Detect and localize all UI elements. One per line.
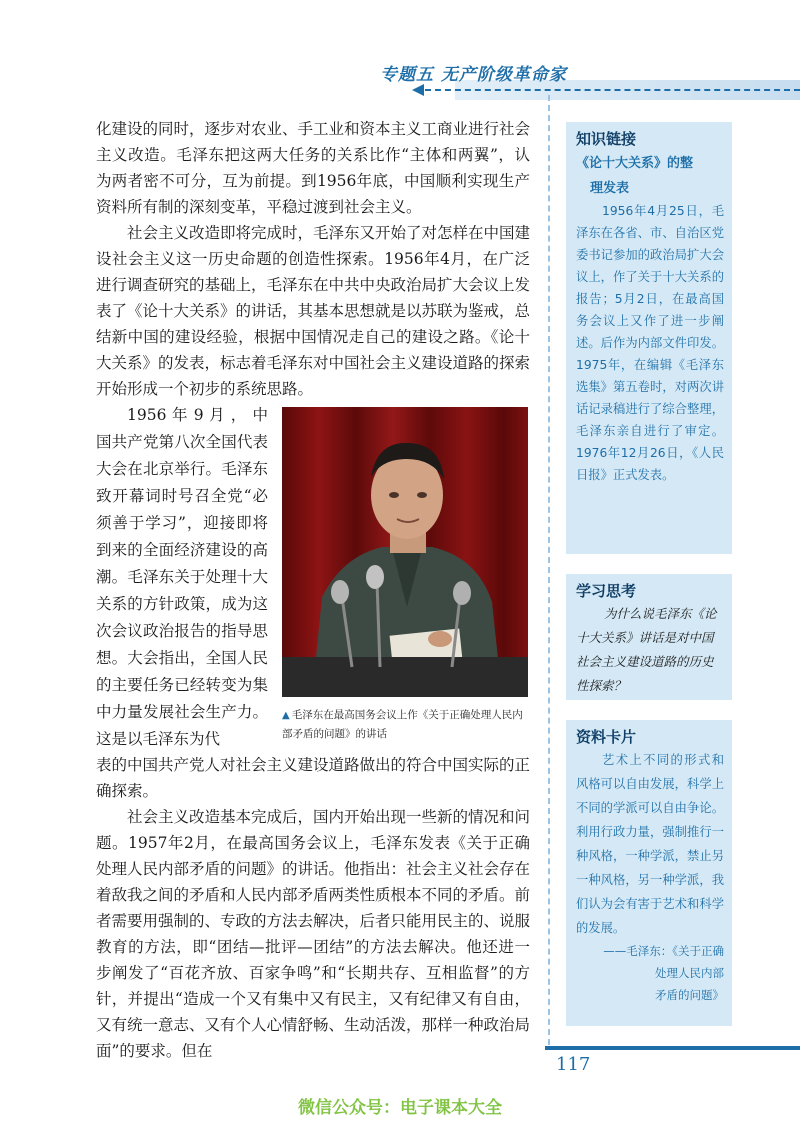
header-dashed-line xyxy=(425,89,800,91)
paragraph-2: 社会主义改造即将完成时，毛泽东又开始了对怎样在中国建设社会主义这一历史命题的创造性探索。1956年4月，在广泛进行调查研究的基础上，毛泽东在中共中央政治局扩大会议上发表了《论十大关系》的讲话，其基本思想就是以苏联为鉴戒，总结新中国的建设经验，根据中国情况走自己的建设之路。《论十大关系》的发表，标志着毛泽东对中国社会主义建设道路的探索开始形成一个初步的系统思路。 xyxy=(96,224,531,398)
chapter-title: 专题五 无产阶级革命家 xyxy=(380,65,567,85)
paragraph-1: 化建设的同时，逐步对农业、手工业和资本主义工商业进行社会主义改造。毛泽东把这两大任务的关系比作“主体和两翼”，认为两者密不可分，互为前提。到1956年底，中国顺利实现生产资料所有制的深刻变革，平稳过渡到社会主义。 xyxy=(96,120,531,216)
quote-source-line-1: ——毛泽东：《关于正确 xyxy=(603,944,724,958)
knowledge-link-text: 1956年4月25日，毛泽东在各省、市、自治区党委书记参加的政治局扩大会议上，作了关于十大关系的报告；5月2日，在最高国务会议上又作了进一步阐述。后作为内部文件印发。1975年，在编辑《毛泽东选集》第五卷时，对两次讲话记录稿进行了综合整理，毛泽东亲自进行了审定。1976年12月26日，《人民日报》正式发表。 xyxy=(576,204,724,482)
column-separator xyxy=(548,95,550,1045)
paragraph-3: 1956 年 9 月 ， 中国共产党第八次全国代表大会在北京举行。毛泽东致开幕词时号召全党“必须善于学习”，迎接即将到来的全面经济建设的高潮。毛泽东关于处理十大关系的方针政策，成为这次会议政治报告的指导思想。大会指出，全国人民的主要任务已经转变为集中力量发展社会生产力。这是以毛泽东为代 xyxy=(96,406,268,748)
quote-source-line-2: 处理人民内部 xyxy=(655,966,724,980)
paragraph-4: 社会主义改造基本完成后，国内开始出现一些新的情况和问题。1957年2月，在最高国务会议上，毛泽东发表《关于正确处理人民内部矛盾的问题》的讲话。他指出：社会主义社会存在着敌我之间的矛盾和人民内部矛盾两类性质根本不同的矛盾。前者需要用强制的、专政的方法去解决，后者只能用民主的、说服教育的方法，即“团结—批评—团结”的方法去解决。他还进一步阐发了“百花齐放、百家争鸣”和“长期共存、互相监督”的方针，并提出“造成一个又有集中又有民主，又有纪律又有自由，又有统一意志、又有个人心情舒畅、生动活泼，那样一种政治局面”的要求。但在 xyxy=(96,808,531,1060)
header-arrow-icon xyxy=(412,84,424,96)
footer-bar xyxy=(545,1046,800,1050)
study-thinking-title: 学习思考 xyxy=(576,582,637,600)
knowledge-link-subtitle: 《论十大关系》的整 xyxy=(576,156,694,171)
speaker-illustration xyxy=(282,407,528,697)
study-thinking-question: 为什么说毛泽东《论十大关系》讲话是对中国社会主义建设道路的历史性探索？ xyxy=(576,606,717,693)
triangle-icon: ▲ xyxy=(282,710,290,721)
watermark-text: 微信公众号：电子课本大全 xyxy=(298,1098,502,1118)
data-card-title: 资料卡片 xyxy=(576,728,637,746)
page-number: 117 xyxy=(556,1054,591,1075)
data-card-box xyxy=(566,720,732,1026)
study-thinking-box xyxy=(566,574,732,700)
paragraph-3-continued: 表的中国共产党人对社会主义建设道路做出的符合中国实际的正确探索。 xyxy=(96,756,531,800)
knowledge-link-subtitle-2: 理发表 xyxy=(590,181,630,196)
knowledge-link-title: 知识链接 xyxy=(576,130,637,148)
quote-source-line-3: 矛盾的问题》 xyxy=(655,988,724,1002)
caption-text: 毛泽东在最高国务会议上作《关于正确处理人民内部矛盾的问题》的讲话 xyxy=(282,709,523,740)
historical-photo xyxy=(282,407,528,697)
knowledge-link-box xyxy=(566,122,732,554)
photo-caption xyxy=(282,706,530,743)
data-card-quote: 艺术上不同的形式和风格可以自由发展，科学上不同的学派可以自由争论。利用行政力量，强制推行一种风格，一种学派，禁止另一种风格，另一种学派，我们认为会有害于艺术和科学的发展。 xyxy=(576,753,724,935)
